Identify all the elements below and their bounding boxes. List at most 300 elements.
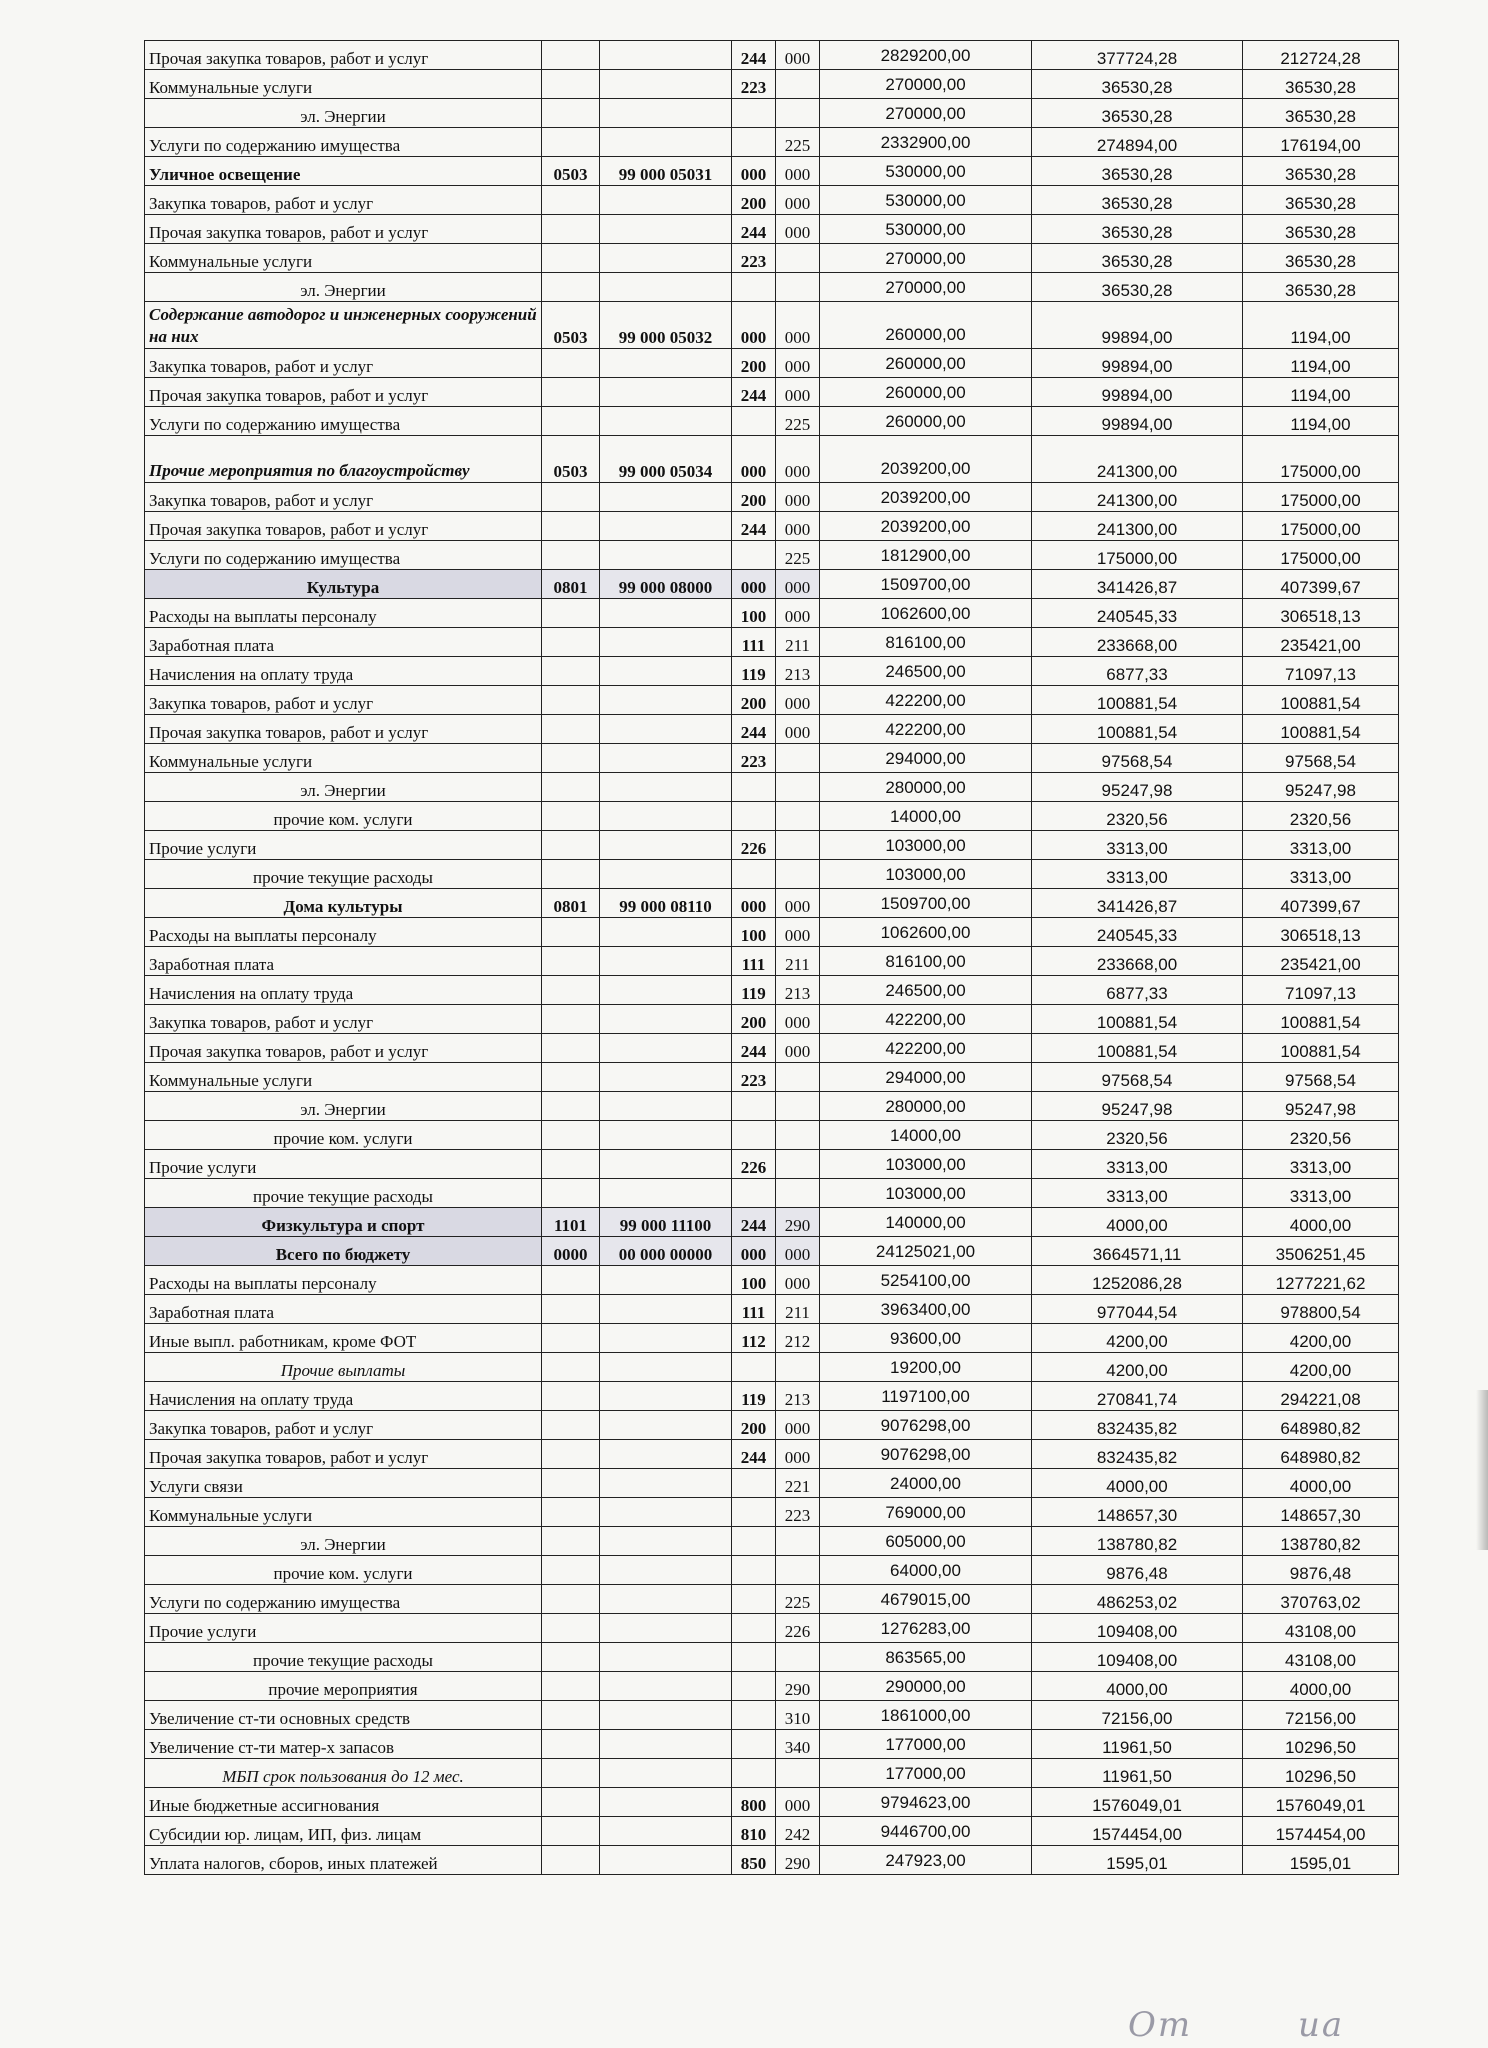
cash-amount: 294221,08 bbox=[1243, 1382, 1399, 1411]
cash-amount: 2320,56 bbox=[1243, 802, 1399, 831]
cash-amount: 1595,01 bbox=[1243, 1846, 1399, 1875]
row-name: Закупка товаров, работ и услуг bbox=[145, 1411, 542, 1440]
executed-amount: 832435,82 bbox=[1032, 1440, 1243, 1469]
section-code bbox=[542, 1469, 600, 1498]
expense-type-code bbox=[732, 1759, 776, 1788]
target-code bbox=[600, 244, 732, 273]
section-code bbox=[542, 599, 600, 628]
row-name: прочие текущие расходы bbox=[145, 1643, 542, 1672]
cash-amount: 1194,00 bbox=[1243, 349, 1399, 378]
section-code bbox=[542, 1266, 600, 1295]
target-code bbox=[600, 41, 732, 70]
expense-type-code bbox=[732, 1498, 776, 1527]
table-row bbox=[145, 378, 1399, 407]
table-row bbox=[145, 715, 1399, 744]
cash-amount: 1194,00 bbox=[1243, 302, 1399, 349]
target-code bbox=[600, 483, 732, 512]
target-code: 00 000 00000 bbox=[600, 1237, 732, 1266]
expense-type-code: 226 bbox=[732, 831, 776, 860]
cash-amount: 235421,00 bbox=[1243, 628, 1399, 657]
annual-amount: 422200,00 bbox=[820, 686, 1032, 715]
kosgu-code: 000 bbox=[776, 1440, 820, 1469]
executed-amount: 3313,00 bbox=[1032, 1150, 1243, 1179]
table-row bbox=[145, 1498, 1399, 1527]
expense-type-code: 200 bbox=[732, 686, 776, 715]
target-code bbox=[600, 273, 732, 302]
target-code bbox=[600, 70, 732, 99]
section-code bbox=[542, 802, 600, 831]
table-row bbox=[145, 1382, 1399, 1411]
kosgu-code bbox=[776, 1759, 820, 1788]
table-row bbox=[145, 99, 1399, 128]
executed-amount: 36530,28 bbox=[1032, 273, 1243, 302]
expense-type-code bbox=[732, 541, 776, 570]
executed-amount: 99894,00 bbox=[1032, 407, 1243, 436]
executed-amount: 100881,54 bbox=[1032, 1034, 1243, 1063]
target-code bbox=[600, 1498, 732, 1527]
target-code bbox=[600, 541, 732, 570]
section-code bbox=[542, 744, 600, 773]
expense-type-code: 200 bbox=[732, 1005, 776, 1034]
target-code bbox=[600, 512, 732, 541]
cash-amount: 100881,54 bbox=[1243, 1034, 1399, 1063]
executed-amount: 109408,00 bbox=[1032, 1643, 1243, 1672]
row-name: Коммунальные услуги bbox=[145, 70, 542, 99]
annual-amount: 1509700,00 bbox=[820, 889, 1032, 918]
annual-amount: 177000,00 bbox=[820, 1759, 1032, 1788]
cash-amount: 138780,82 bbox=[1243, 1527, 1399, 1556]
target-code bbox=[600, 1643, 732, 1672]
expense-type-code: 244 bbox=[732, 1440, 776, 1469]
annual-amount: 422200,00 bbox=[820, 715, 1032, 744]
kosgu-code bbox=[776, 860, 820, 889]
expense-type-code bbox=[732, 1469, 776, 1498]
expense-type-code bbox=[732, 1092, 776, 1121]
annual-amount: 24125021,00 bbox=[820, 1237, 1032, 1266]
table-row bbox=[145, 1353, 1399, 1382]
table-row bbox=[145, 1469, 1399, 1498]
executed-amount: 99894,00 bbox=[1032, 349, 1243, 378]
expense-type-code bbox=[732, 1701, 776, 1730]
section-code bbox=[542, 860, 600, 889]
kosgu-code: 000 bbox=[776, 512, 820, 541]
annual-amount: 2829200,00 bbox=[820, 41, 1032, 70]
cash-amount: 36530,28 bbox=[1243, 99, 1399, 128]
kosgu-code: 000 bbox=[776, 918, 820, 947]
kosgu-code bbox=[776, 1092, 820, 1121]
cash-amount: 648980,82 bbox=[1243, 1440, 1399, 1469]
expense-type-code: 119 bbox=[732, 976, 776, 1005]
kosgu-code bbox=[776, 1150, 820, 1179]
section-code: 0503 bbox=[542, 302, 600, 349]
annual-amount: 605000,00 bbox=[820, 1527, 1032, 1556]
section-code bbox=[542, 378, 600, 407]
annual-amount: 14000,00 bbox=[820, 1121, 1032, 1150]
annual-amount: 280000,00 bbox=[820, 1092, 1032, 1121]
target-code: 99 000 05034 bbox=[600, 436, 732, 483]
annual-amount: 9446700,00 bbox=[820, 1817, 1032, 1846]
expense-type-code bbox=[732, 99, 776, 128]
row-name: МБП срок пользования до 12 мес. bbox=[145, 1759, 542, 1788]
kosgu-code: 000 bbox=[776, 378, 820, 407]
kosgu-code: 000 bbox=[776, 570, 820, 599]
cash-amount: 407399,67 bbox=[1243, 570, 1399, 599]
kosgu-code bbox=[776, 1063, 820, 1092]
row-name: прочие мероприятия bbox=[145, 1672, 542, 1701]
cash-amount: 306518,13 bbox=[1243, 918, 1399, 947]
executed-amount: 36530,28 bbox=[1032, 215, 1243, 244]
table-row bbox=[145, 1150, 1399, 1179]
target-code bbox=[600, 1382, 732, 1411]
executed-amount: 6877,33 bbox=[1032, 976, 1243, 1005]
expense-type-code bbox=[732, 1672, 776, 1701]
section-code bbox=[542, 976, 600, 1005]
target-code bbox=[600, 1005, 732, 1034]
annual-amount: 246500,00 bbox=[820, 976, 1032, 1005]
section-code bbox=[542, 831, 600, 860]
executed-amount: 241300,00 bbox=[1032, 512, 1243, 541]
row-name: Всего по бюджету bbox=[145, 1237, 542, 1266]
target-code bbox=[600, 628, 732, 657]
cash-amount: 3313,00 bbox=[1243, 860, 1399, 889]
target-code bbox=[600, 1730, 732, 1759]
annual-amount: 290000,00 bbox=[820, 1672, 1032, 1701]
target-code bbox=[600, 1846, 732, 1875]
table-row bbox=[145, 1730, 1399, 1759]
table-row bbox=[145, 802, 1399, 831]
section-code bbox=[542, 628, 600, 657]
expense-type-code: 000 bbox=[732, 302, 776, 349]
row-name: Прочая закупка товаров, работ и услуг bbox=[145, 1034, 542, 1063]
target-code bbox=[600, 349, 732, 378]
section-code bbox=[542, 773, 600, 802]
executed-amount: 274894,00 bbox=[1032, 128, 1243, 157]
target-code bbox=[600, 947, 732, 976]
section-code bbox=[542, 1179, 600, 1208]
annual-amount: 2332900,00 bbox=[820, 128, 1032, 157]
row-name: эл. Энергии bbox=[145, 99, 542, 128]
target-code bbox=[600, 407, 732, 436]
target-code: 99 000 08110 bbox=[600, 889, 732, 918]
table-row bbox=[145, 1237, 1399, 1266]
table-row bbox=[145, 1121, 1399, 1150]
cash-amount: 175000,00 bbox=[1243, 541, 1399, 570]
annual-amount: 9076298,00 bbox=[820, 1411, 1032, 1440]
executed-amount: 3313,00 bbox=[1032, 860, 1243, 889]
annual-amount: 1062600,00 bbox=[820, 918, 1032, 947]
row-name: Коммунальные услуги bbox=[145, 244, 542, 273]
kosgu-code bbox=[776, 802, 820, 831]
section-code bbox=[542, 715, 600, 744]
kosgu-code: 000 bbox=[776, 436, 820, 483]
kosgu-code: 000 bbox=[776, 1237, 820, 1266]
cash-amount: 43108,00 bbox=[1243, 1614, 1399, 1643]
kosgu-code: 000 bbox=[776, 157, 820, 186]
cash-amount: 9876,48 bbox=[1243, 1556, 1399, 1585]
annual-amount: 1062600,00 bbox=[820, 599, 1032, 628]
row-name: Дома культуры bbox=[145, 889, 542, 918]
target-code bbox=[600, 215, 732, 244]
expense-type-code: 200 bbox=[732, 349, 776, 378]
expense-type-code bbox=[732, 802, 776, 831]
row-name: эл. Энергии bbox=[145, 1092, 542, 1121]
section-code bbox=[542, 349, 600, 378]
cash-amount: 97568,54 bbox=[1243, 1063, 1399, 1092]
target-code bbox=[600, 1121, 732, 1150]
table-row bbox=[145, 215, 1399, 244]
table-row bbox=[145, 1411, 1399, 1440]
target-code bbox=[600, 378, 732, 407]
target-code bbox=[600, 1614, 732, 1643]
kosgu-code: 226 bbox=[776, 1614, 820, 1643]
kosgu-code: 000 bbox=[776, 302, 820, 349]
executed-amount: 100881,54 bbox=[1032, 715, 1243, 744]
table-row bbox=[145, 512, 1399, 541]
annual-amount: 280000,00 bbox=[820, 773, 1032, 802]
section-code bbox=[542, 41, 600, 70]
section-code bbox=[542, 1585, 600, 1614]
executed-amount: 233668,00 bbox=[1032, 947, 1243, 976]
expense-type-code bbox=[732, 128, 776, 157]
row-name: Прочие выплаты bbox=[145, 1353, 542, 1382]
target-code bbox=[600, 657, 732, 686]
target-code bbox=[600, 1179, 732, 1208]
executed-amount: 977044,54 bbox=[1032, 1295, 1243, 1324]
expense-type-code: 244 bbox=[732, 1208, 776, 1237]
row-name: Коммунальные услуги bbox=[145, 1498, 542, 1527]
row-name: Заработная плата bbox=[145, 1295, 542, 1324]
expense-type-code: 000 bbox=[732, 570, 776, 599]
section-code bbox=[542, 1759, 600, 1788]
executed-amount: 3664571,11 bbox=[1032, 1237, 1243, 1266]
expense-type-code bbox=[732, 1527, 776, 1556]
expense-type-code: 100 bbox=[732, 918, 776, 947]
cash-amount: 370763,02 bbox=[1243, 1585, 1399, 1614]
annual-amount: 1197100,00 bbox=[820, 1382, 1032, 1411]
expense-type-code bbox=[732, 1556, 776, 1585]
section-code bbox=[542, 686, 600, 715]
table-row bbox=[145, 599, 1399, 628]
annual-amount: 270000,00 bbox=[820, 273, 1032, 302]
target-code bbox=[600, 1034, 732, 1063]
annual-amount: 260000,00 bbox=[820, 378, 1032, 407]
table-row bbox=[145, 1005, 1399, 1034]
table-row bbox=[145, 1614, 1399, 1643]
target-code bbox=[600, 128, 732, 157]
expense-type-code bbox=[732, 1585, 776, 1614]
annual-amount: 14000,00 bbox=[820, 802, 1032, 831]
annual-amount: 246500,00 bbox=[820, 657, 1032, 686]
kosgu-code: 000 bbox=[776, 1411, 820, 1440]
kosgu-code: 000 bbox=[776, 1005, 820, 1034]
expense-type-code bbox=[732, 273, 776, 302]
executed-amount: 1252086,28 bbox=[1032, 1266, 1243, 1295]
kosgu-code bbox=[776, 244, 820, 273]
target-code: 99 000 08000 bbox=[600, 570, 732, 599]
expense-type-code: 000 bbox=[732, 1237, 776, 1266]
table-row bbox=[145, 157, 1399, 186]
section-code bbox=[542, 1556, 600, 1585]
expense-type-code: 244 bbox=[732, 1034, 776, 1063]
target-code: 99 000 05032 bbox=[600, 302, 732, 349]
annual-amount: 769000,00 bbox=[820, 1498, 1032, 1527]
row-name: Услуги по содержанию имущества bbox=[145, 541, 542, 570]
cash-amount: 72156,00 bbox=[1243, 1701, 1399, 1730]
target-code bbox=[600, 1353, 732, 1382]
table-row bbox=[145, 1846, 1399, 1875]
executed-amount: 36530,28 bbox=[1032, 244, 1243, 273]
row-name: Иные бюджетные ассигнования bbox=[145, 1788, 542, 1817]
row-name: Закупка товаров, работ и услуг bbox=[145, 349, 542, 378]
kosgu-code: 000 bbox=[776, 483, 820, 512]
annual-amount: 294000,00 bbox=[820, 744, 1032, 773]
executed-amount: 11961,50 bbox=[1032, 1730, 1243, 1759]
expense-type-code: 111 bbox=[732, 1295, 776, 1324]
expense-type-code: 850 bbox=[732, 1846, 776, 1875]
kosgu-code bbox=[776, 1556, 820, 1585]
table-row bbox=[145, 1266, 1399, 1295]
target-code bbox=[600, 831, 732, 860]
executed-amount: 832435,82 bbox=[1032, 1411, 1243, 1440]
kosgu-code: 213 bbox=[776, 976, 820, 1005]
executed-amount: 270841,74 bbox=[1032, 1382, 1243, 1411]
section-code bbox=[542, 99, 600, 128]
executed-amount: 95247,98 bbox=[1032, 773, 1243, 802]
expense-type-code: 223 bbox=[732, 70, 776, 99]
section-code: 0503 bbox=[542, 157, 600, 186]
annual-amount: 3963400,00 bbox=[820, 1295, 1032, 1324]
executed-amount: 4000,00 bbox=[1032, 1672, 1243, 1701]
section-code bbox=[542, 1121, 600, 1150]
table-row bbox=[145, 1527, 1399, 1556]
section-code bbox=[542, 407, 600, 436]
table-row bbox=[145, 1585, 1399, 1614]
target-code bbox=[600, 1556, 732, 1585]
cash-amount: 4200,00 bbox=[1243, 1353, 1399, 1382]
row-name: Уличное освещение bbox=[145, 157, 542, 186]
kosgu-code: 225 bbox=[776, 407, 820, 436]
section-code bbox=[542, 1092, 600, 1121]
expense-type-code bbox=[732, 1121, 776, 1150]
annual-amount: 103000,00 bbox=[820, 860, 1032, 889]
table-row bbox=[145, 186, 1399, 215]
executed-amount: 36530,28 bbox=[1032, 186, 1243, 215]
annual-amount: 530000,00 bbox=[820, 186, 1032, 215]
kosgu-code: 213 bbox=[776, 657, 820, 686]
row-name: Прочая закупка товаров, работ и услуг bbox=[145, 41, 542, 70]
annual-amount: 816100,00 bbox=[820, 628, 1032, 657]
cash-amount: 4200,00 bbox=[1243, 1324, 1399, 1353]
executed-amount: 4000,00 bbox=[1032, 1208, 1243, 1237]
annual-amount: 270000,00 bbox=[820, 99, 1032, 128]
table-row bbox=[145, 41, 1399, 70]
row-name: Прочая закупка товаров, работ и услуг bbox=[145, 512, 542, 541]
target-code bbox=[600, 1817, 732, 1846]
kosgu-code bbox=[776, 1643, 820, 1672]
kosgu-code: 000 bbox=[776, 215, 820, 244]
row-name: эл. Энергии bbox=[145, 773, 542, 802]
row-name: прочие ком. услуги bbox=[145, 1556, 542, 1585]
row-name: Прочие услуги bbox=[145, 1150, 542, 1179]
annual-amount: 177000,00 bbox=[820, 1730, 1032, 1759]
kosgu-code bbox=[776, 99, 820, 128]
expense-type-code: 244 bbox=[732, 512, 776, 541]
annual-amount: 24000,00 bbox=[820, 1469, 1032, 1498]
annual-amount: 294000,00 bbox=[820, 1063, 1032, 1092]
annual-amount: 260000,00 bbox=[820, 302, 1032, 349]
target-code bbox=[600, 99, 732, 128]
annual-amount: 2039200,00 bbox=[820, 512, 1032, 541]
expense-type-code bbox=[732, 407, 776, 436]
table-row bbox=[145, 436, 1399, 483]
executed-amount: 99894,00 bbox=[1032, 378, 1243, 407]
expense-type-code: 226 bbox=[732, 1150, 776, 1179]
target-code bbox=[600, 1759, 732, 1788]
row-name: Расходы на выплаты персоналу bbox=[145, 599, 542, 628]
target-code bbox=[600, 802, 732, 831]
table-row bbox=[145, 628, 1399, 657]
table-row bbox=[145, 273, 1399, 302]
cash-amount: 1576049,01 bbox=[1243, 1788, 1399, 1817]
section-code bbox=[542, 1498, 600, 1527]
target-code bbox=[600, 1701, 732, 1730]
target-code bbox=[600, 860, 732, 889]
annual-amount: 93600,00 bbox=[820, 1324, 1032, 1353]
cash-amount: 36530,28 bbox=[1243, 70, 1399, 99]
cash-amount: 71097,13 bbox=[1243, 976, 1399, 1005]
cash-amount: 71097,13 bbox=[1243, 657, 1399, 686]
table-row bbox=[145, 1817, 1399, 1846]
table-row bbox=[145, 1788, 1399, 1817]
row-name: Уплата налогов, сборов, иных платежей bbox=[145, 1846, 542, 1875]
cash-amount: 100881,54 bbox=[1243, 686, 1399, 715]
executed-amount: 109408,00 bbox=[1032, 1614, 1243, 1643]
cash-amount: 4000,00 bbox=[1243, 1672, 1399, 1701]
executed-amount: 2320,56 bbox=[1032, 1121, 1243, 1150]
row-name: эл. Энергии bbox=[145, 273, 542, 302]
section-code bbox=[542, 186, 600, 215]
target-code bbox=[600, 1672, 732, 1701]
row-name: Прочая закупка товаров, работ и услуг bbox=[145, 1440, 542, 1469]
section-code bbox=[542, 1353, 600, 1382]
row-name: прочие ком. услуги bbox=[145, 1121, 542, 1150]
table-row bbox=[145, 1063, 1399, 1092]
executed-amount: 97568,54 bbox=[1032, 744, 1243, 773]
scan-edge-shadow bbox=[1476, 1390, 1488, 1550]
executed-amount: 241300,00 bbox=[1032, 483, 1243, 512]
row-name: прочие ком. услуги bbox=[145, 802, 542, 831]
target-code bbox=[600, 1295, 732, 1324]
annual-amount: 4679015,00 bbox=[820, 1585, 1032, 1614]
executed-amount: 486253,02 bbox=[1032, 1585, 1243, 1614]
row-name: прочие текущие расходы bbox=[145, 1179, 542, 1208]
kosgu-code: 000 bbox=[776, 41, 820, 70]
target-code bbox=[600, 1469, 732, 1498]
kosgu-code: 000 bbox=[776, 599, 820, 628]
section-code bbox=[542, 1382, 600, 1411]
executed-amount: 100881,54 bbox=[1032, 686, 1243, 715]
cash-amount: 36530,28 bbox=[1243, 157, 1399, 186]
row-name: Закупка товаров, работ и услуг bbox=[145, 1005, 542, 1034]
section-code: 1101 bbox=[542, 1208, 600, 1237]
cash-amount: 175000,00 bbox=[1243, 512, 1399, 541]
executed-amount: 99894,00 bbox=[1032, 302, 1243, 349]
table-row bbox=[145, 918, 1399, 947]
expense-type-code bbox=[732, 1730, 776, 1759]
executed-amount: 138780,82 bbox=[1032, 1527, 1243, 1556]
executed-amount: 97568,54 bbox=[1032, 1063, 1243, 1092]
section-code bbox=[542, 541, 600, 570]
